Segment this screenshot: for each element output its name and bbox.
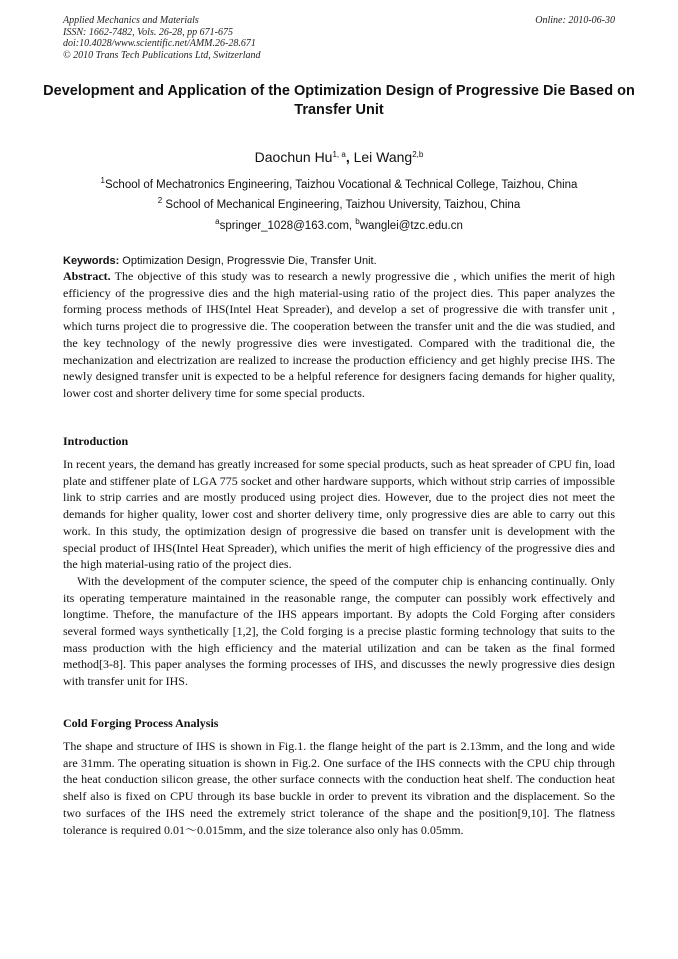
cold-forging-paragraph-1: The shape and structure of IHS is shown in Fig.1. the flange height of the part is 2.13mm, and the long and wide are 31mm. The operating situation is shown in Fig.2. One surface of the IHS connects with the CPU chip through the heat conduction silicon grease, the other surface connects with the conduction heat shelf. The conduction heat shelf also is fixed on CPU through its base buckle in order to prevent its vibration and the displacement. So the two surfaces of the IHS need the extremely strict tolerance of the shape and the position[9,10]. The flatness tolerance is required 0.01～0.015mm, and the size tolerance also only has 0.05mm.: [63, 739, 615, 837]
issn-line: ISSN: 1662-7482, Vols. 26-28, pp 671-675: [63, 26, 233, 38]
author-2-sup: 2,b: [412, 150, 424, 159]
author-1-sup: 1, a: [332, 150, 346, 159]
email-a-sup: a: [215, 217, 220, 226]
journal-header: [63, 15, 615, 61]
affiliation-2-sup: 2: [157, 196, 163, 205]
author-2: Lei Wang: [353, 149, 413, 165]
introduction-paragraph-1: In recent years, the demand has greatly increased for some special products, such as heat spreader of CPU fin, load plate and stiffener plate of LGA 775 socket and other hardware supports, which without strip carries of impossible link to strip carries and are mostly produced using project dies. However, due to the project dies not meet the demands for higher quality, lower cost and shorter delivery time, only progressive dies are able to carry out this work. In this study, the optimization design of progressive die based on transfer unit is development with the special product of IHS(Intel Heat Spreader), which unifies the merit of high efficiency of the progressive dies and the high material-using ratio of the project dies.: [63, 457, 615, 572]
doi-line: doi:10.4028/www.scientific.net/AMM.26-28.671: [63, 38, 256, 49]
affiliation-1: [0, 178, 678, 192]
email-a: springer_1028@163.com,: [219, 220, 356, 232]
abstract-label: Abstract.: [63, 269, 111, 283]
keywords: [63, 255, 615, 268]
keywords-text: Optimization Design, Progressvie Die, Transfer Unit.: [119, 255, 377, 267]
abstract: [63, 268, 615, 402]
author-separator: ,: [345, 149, 354, 165]
introduction-heading: Introduction: [63, 434, 129, 448]
email-b-sup: b: [355, 217, 360, 226]
cold-forging-heading: Cold Forging Process Analysis: [63, 716, 219, 730]
author-1: Daochun Hu: [254, 149, 333, 165]
affiliation-2-text: School of Mechanical Engineering, Taizhou University, Taizhou, China: [162, 199, 521, 211]
cold-forging-body: [63, 738, 615, 838]
author-line: [0, 148, 678, 166]
affiliation-2: [0, 198, 678, 212]
email-b: wanglei@tzc.edu.cn: [359, 220, 463, 232]
affiliation-1-text: School of Mechatronics Engineering, Taizhou Vocational & Technical College, Taizhou, China: [105, 179, 578, 191]
email-line: [0, 219, 678, 233]
abstract-text: The objective of this study was to research a newly progressive die , which unifies the merit of high efficiency of the progressive dies and the high material-using ratio of the project dies. This paper analyzes the forming process methods of IHS(Intel Heat Spreader), and develop a set of progressive die with transfer unit , which turns project die to progressive die. The cooperation between the transfer unit and the die was studied, and the key technology of the newly progressive dies were investigated. Compared with the traditional die, the mechanization and electrization are realized to increase the production efficiency and get highly precise IHS. The newly designed transfer unit is expected to be a helpful reference for designers facing demands for higher quality, lower cost and shorter delivery time for some special products.: [63, 269, 615, 400]
paper-title: Development and Application of the Optimization Design of Progressive Die Based on Transfer Unit: [43, 83, 635, 118]
introduction-body: [63, 456, 615, 690]
keywords-label: Keywords:: [63, 255, 120, 267]
copyright-line: © 2010 Trans Tech Publications Ltd, Switzerland: [63, 49, 261, 61]
introduction-paragraph-2: With the development of the computer science, the speed of the computer chip is enhancing continually. Only its operating temperature maintained in the reasonable range, the computer can possibly work effectively and longtime. Thefore, the manufacture of the IHS appears important. By adopts the Cold Forging after considers several formed ways synthetically [1,2], the Cold forging is a precise plastic forming technology that suits to the mass production with the high efficiency and the material utilization and can be taken as the final formed method[3-8]. This paper analyses the forming processes of IHS, and discusses the newly progressive dies design with transfer unit for IHS.: [63, 573, 615, 689]
online-date: Online: 2010-06-30: [535, 15, 615, 26]
journal-name: Applied Mechanics and Materials: [63, 15, 199, 26]
affiliation-1-sup: 1: [100, 176, 105, 185]
